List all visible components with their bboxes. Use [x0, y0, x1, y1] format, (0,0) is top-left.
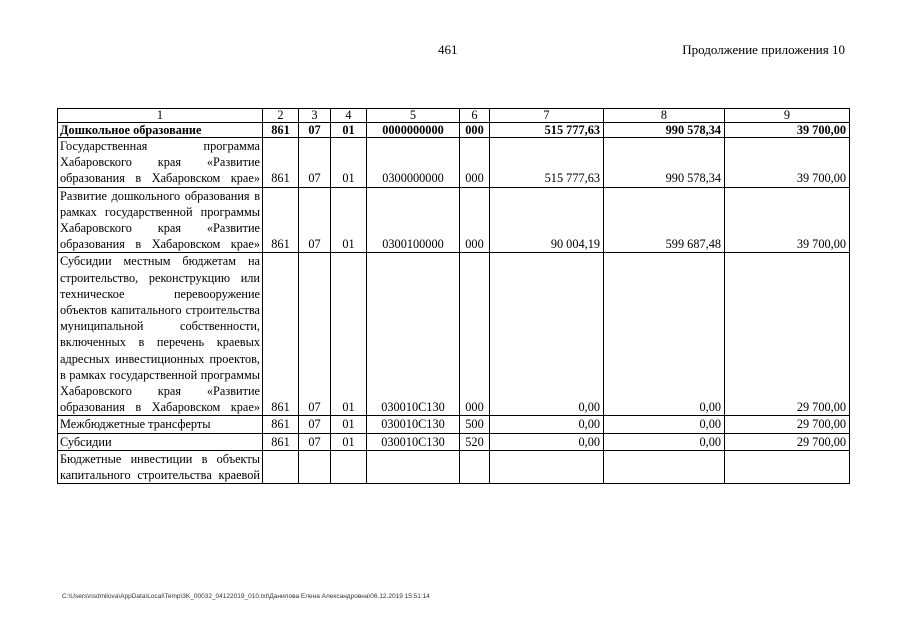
target-article-code: [367, 450, 460, 483]
target-article-code: 030010С130: [367, 253, 460, 416]
section-code: 07: [299, 138, 331, 188]
expense-type-code: 000: [460, 253, 490, 416]
expense-type-code: 000: [460, 187, 490, 253]
row-name: Бюджетные инвестиции в объекты капитального строительства краевой: [58, 450, 263, 483]
subsection-code: 01: [331, 187, 367, 253]
amount-col8: 0,00: [604, 253, 725, 416]
amount-col8: 0,00: [604, 416, 725, 433]
column-number: 9: [725, 109, 850, 123]
target-article-code: 0300000000: [367, 138, 460, 188]
amount-col8: 990 578,34: [604, 123, 725, 138]
table-row: [58, 138, 850, 188]
admin-code: 861: [263, 433, 299, 450]
expense-type-code: 000: [460, 123, 490, 138]
expense-type-code: 500: [460, 416, 490, 433]
target-article-code: 030010С130: [367, 433, 460, 450]
amount-col9: 29 700,00: [725, 253, 850, 416]
amount-col9: 39 700,00: [725, 123, 850, 138]
amount-col8: 0,00: [604, 433, 725, 450]
section-code: [299, 450, 331, 483]
column-number-row: [58, 109, 850, 123]
amount-col7: 0,00: [490, 416, 604, 433]
table-row: [58, 433, 850, 450]
row-name: Дошкольное образование: [58, 123, 263, 138]
footer-file-path: C:\Users\nsdmilova\AppData\Local\Temp\3K_00032_04122019_010.txt\Данилова Елена Александровна\06.12.2019 15:51:14: [62, 593, 430, 600]
budget-table: [57, 108, 850, 484]
section-code: 07: [299, 253, 331, 416]
amount-col9: [725, 450, 850, 483]
column-number: 1: [58, 109, 263, 123]
section-code: 07: [299, 123, 331, 138]
row-name: Субсидии местным бюджетам на строительство, реконструкцию или техническое перевооружение объектов капитального строительства муниципальной собственности, включенных в перечень краевых адресных инвестиционных проектов, в рамках государственной программы Хабаровского края «Развитие образования в Хабаровском крае»: [58, 253, 263, 416]
table-row: [58, 123, 850, 138]
expense-type-code: 520: [460, 433, 490, 450]
page-number: 461: [438, 42, 458, 57]
column-number: 3: [299, 109, 331, 123]
column-number: 6: [460, 109, 490, 123]
column-number: 7: [490, 109, 604, 123]
row-name: Субсидии: [58, 433, 263, 450]
amount-col9: 39 700,00: [725, 138, 850, 188]
table-row: [58, 187, 850, 253]
target-article-code: 0000000000: [367, 123, 460, 138]
subsection-code: 01: [331, 416, 367, 433]
admin-code: 861: [263, 123, 299, 138]
amount-col7: 515 777,63: [490, 138, 604, 188]
table-row: [58, 416, 850, 433]
amount-col7: 0,00: [490, 433, 604, 450]
amount-col9: 29 700,00: [725, 416, 850, 433]
amount-col8: [604, 450, 725, 483]
subsection-code: 01: [331, 433, 367, 450]
table-row: [58, 450, 850, 483]
amount-col7: [490, 450, 604, 483]
admin-code: 861: [263, 187, 299, 253]
row-name: Межбюджетные трансферты: [58, 416, 263, 433]
amount-col7: 0,00: [490, 253, 604, 416]
table-row: [58, 253, 850, 416]
admin-code: 861: [263, 138, 299, 188]
subsection-code: [331, 450, 367, 483]
column-number: 2: [263, 109, 299, 123]
row-name: Развитие дошкольного образования в рамках государственной программы Хабаровского края «Развитие образования в Хабаровском крае»: [58, 187, 263, 253]
subsection-code: 01: [331, 123, 367, 138]
row-name: Государственная программа Хабаровского края «Развитие образования в Хабаровском крае»: [58, 138, 263, 188]
admin-code: 861: [263, 253, 299, 416]
expense-type-code: 000: [460, 138, 490, 188]
amount-col7: 515 777,63: [490, 123, 604, 138]
section-code: 07: [299, 187, 331, 253]
column-number: 8: [604, 109, 725, 123]
column-number: 4: [331, 109, 367, 123]
amount-col9: 29 700,00: [725, 433, 850, 450]
appendix-continuation-note: Продолжение приложения 10: [682, 42, 845, 57]
subsection-code: 01: [331, 253, 367, 416]
target-article-code: 0300100000: [367, 187, 460, 253]
amount-col8: 990 578,34: [604, 138, 725, 188]
amount-col7: 90 004,19: [490, 187, 604, 253]
expense-type-code: [460, 450, 490, 483]
section-code: 07: [299, 433, 331, 450]
target-article-code: 030010С130: [367, 416, 460, 433]
amount-col9: 39 700,00: [725, 187, 850, 253]
section-code: 07: [299, 416, 331, 433]
amount-col8: 599 687,48: [604, 187, 725, 253]
column-number: 5: [367, 109, 460, 123]
admin-code: [263, 450, 299, 483]
subsection-code: 01: [331, 138, 367, 188]
admin-code: 861: [263, 416, 299, 433]
